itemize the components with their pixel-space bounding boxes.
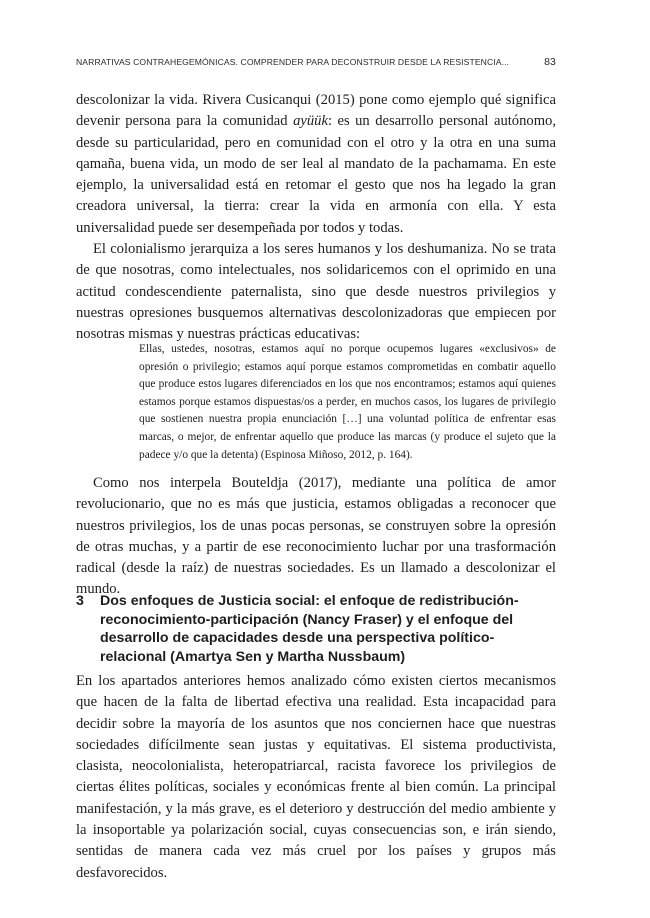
paragraph-3: Como nos interpela Bouteldja (2017), mediante una política de amor revolucionario, que no es más que justicia, estamos obligadas a reconocer que nuestros privilegios, los de unas pocas personas, se construyen sobre la opresión de otras muchas, y a partir de ese reconocimiento luchar por una trasformación radical (desde la raíz) de nuestras sociedades. Es un llamado a descolonizar el mundo. [76, 475, 556, 598]
paragraph-1 [76, 90, 556, 239]
paragraph-4: En los apartados anteriores hemos analizado cómo existen ciertos mecanismos que hacen de la falta de libertad efectiva una realidad. Esta incapacidad para decidir sobre la mayoría de los asuntos que nos conciernen hace que nuestras sociedades difícilmente sean justas y equitativas. El sistema productivista, clasista, neocolonialista, heteropatriarcal, racista favorece los privilegios de ciertas élites políticas, sociales y económicas frente al bien común. La principal manifestación, y la más grave, es el deterioro y destrucción del medio ambiente y la insoportable ya polarización social, cuyas consecuencias son, e irán siendo, sentidas de manera cada vez más cruel por los países y grupos más desfavorecidos. [76, 673, 556, 881]
page-number: 83 [544, 56, 556, 68]
section-title: Dos enfoques de Justicia social: el enfoque de redistribución-reconocimiento-participación (Nancy Fraser) y el enfoque del desarrollo de capacidades desde una perspectiva político-relacional (Amartya Sen y Martha Nussbaum) [100, 593, 519, 666]
section-number: 3 [76, 593, 84, 609]
paragraph-2: El colonialismo jerarquiza a los seres humanos y los deshumaniza. No se trata de que nosotras, como intelectuales, nos solidaricemos con el oprimido en una actitud condescendiente paternalista, sino que desde nuestros privilegios y nuestras opresiones busquemos alternativas descolonizadoras que empiecen por nosotras mismas y nuestras prácticas educativas: [76, 241, 556, 343]
paragraph-1-text-a: descolonizar la vida. Rivera Cusicanqui (2015) pone como ejemplo qué significa devenir persona para la comunidad [76, 92, 556, 130]
paragraph-1-italic-term: ayüük [293, 113, 328, 130]
block-quote: Ellas, ustedes, nosotras, estamos aquí no porque ocupemos lugares «exclusivos» de opresión o privilegio; estamos aquí porque estamos comprometidas en combatir aquello que produce estos lugares diferenciados en los que nos encontramos; estamos aquí quienes estamos porque estamos dispuestas/os a perder, en muchos casos, los lugares de privilegio que sostienen nuestra propia enunciación […] una voluntad política de enfrentar esas marcas, o mejor, de enfrentar aquello que produce las marcas (y produce el sujeto que la padece y/o que la detenta) (Espinosa Miñoso, 2012, p. 164). [139, 343, 556, 461]
section-heading [76, 592, 546, 667]
paragraph-1-text-b: : es un desarrollo personal autónomo, desde su particularidad, pero en comunidad con el otro y la otra en una suma qamaña, buena vida, un modo de ser leal al mandato de la pachamama. En este ejemplo, la universalidad está en retomar el gesto que nos ha legado la gran creadora universal, la tierra: crear la vida en armonía con ella. Y esta universalidad puede ser desempeñada por todos y todas. [76, 113, 556, 236]
running-title: NARRATIVAS CONTRAHEGEMÓNICAS. COMPRENDER PARA DECONSTRUIR DESDE LA RESISTENCIA... [76, 57, 510, 67]
running-header [76, 57, 556, 68]
